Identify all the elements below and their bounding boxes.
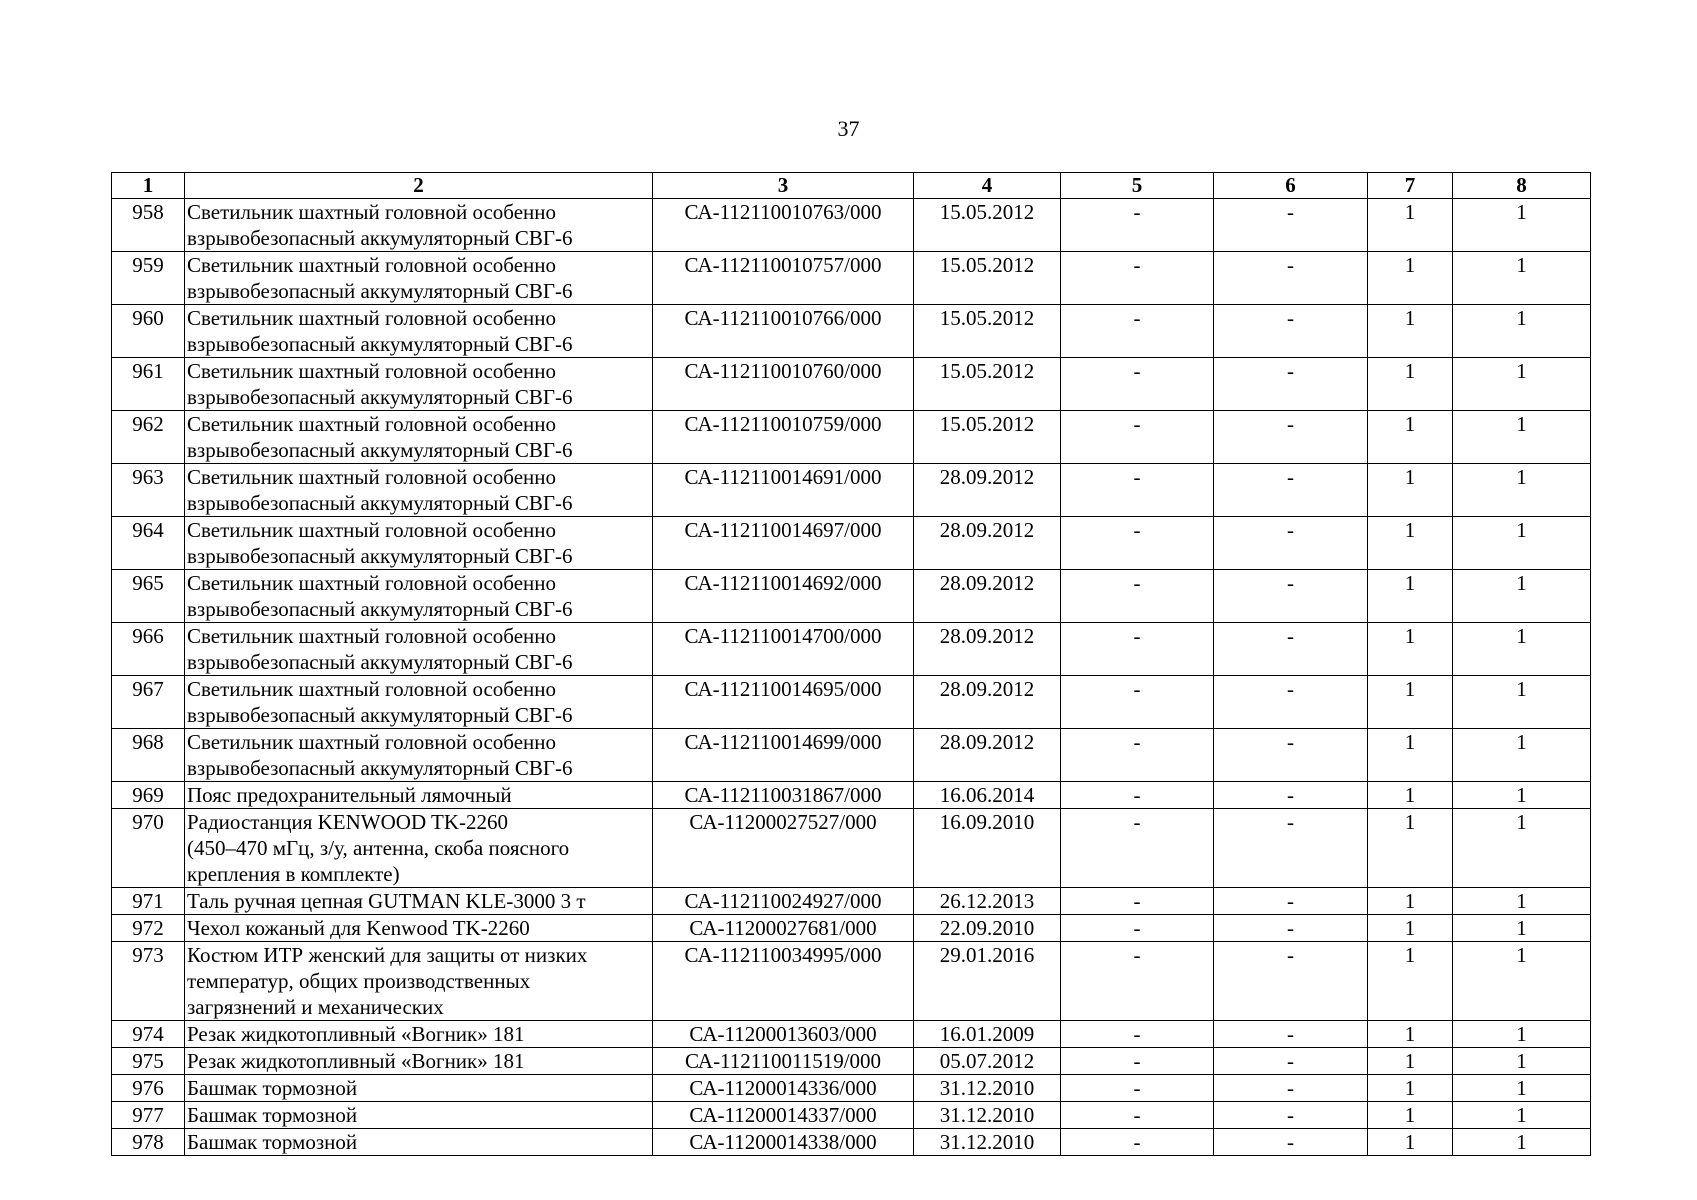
column-8-value: 1 <box>1453 942 1591 1021</box>
column-6-value: - <box>1214 464 1368 517</box>
row-number: 976 <box>112 1075 185 1102</box>
inventory-code: СА-11200014337/000 <box>653 1102 914 1129</box>
table-row <box>112 809 1591 888</box>
column-header-3: 3 <box>653 173 914 199</box>
table-row <box>112 676 1591 729</box>
column-8-value: 1 <box>1453 570 1591 623</box>
row-number: 960 <box>112 305 185 358</box>
column-6-value: - <box>1214 1075 1368 1102</box>
item-name: Пояс предохранительный лямочный <box>185 782 653 809</box>
column-6-value: - <box>1214 252 1368 305</box>
row-number: 966 <box>112 623 185 676</box>
column-7-value: 1 <box>1368 358 1453 411</box>
column-5-value: - <box>1061 623 1214 676</box>
table-row <box>112 570 1591 623</box>
inventory-code: СА-112110010760/000 <box>653 358 914 411</box>
date-cell: 28.09.2012 <box>914 623 1061 676</box>
table-row <box>112 358 1591 411</box>
date-cell: 15.05.2012 <box>914 252 1061 305</box>
column-7-value: 1 <box>1368 464 1453 517</box>
item-name: Костюм ИТР женский для защиты от низких температур, общих производственных загрязнений и механических <box>185 942 653 1021</box>
item-name: Светильник шахтный головной особенно взрывобезопасный аккумуляторный СВГ-6 <box>185 623 653 676</box>
date-cell: 15.05.2012 <box>914 305 1061 358</box>
row-number: 969 <box>112 782 185 809</box>
column-6-value: - <box>1214 1129 1368 1156</box>
column-6-value: - <box>1214 782 1368 809</box>
column-8-value: 1 <box>1453 305 1591 358</box>
column-5-value: - <box>1061 199 1214 252</box>
column-7-value: 1 <box>1368 570 1453 623</box>
table-body <box>112 199 1591 1156</box>
item-name: Светильник шахтный головной особенно взрывобезопасный аккумуляторный СВГ-6 <box>185 676 653 729</box>
column-7-value: 1 <box>1368 623 1453 676</box>
date-cell: 31.12.2010 <box>914 1129 1061 1156</box>
table-row <box>112 305 1591 358</box>
inventory-code: СА-11200027527/000 <box>653 809 914 888</box>
column-header-7: 7 <box>1368 173 1453 199</box>
column-6-value: - <box>1214 942 1368 1021</box>
date-cell: 26.12.2013 <box>914 888 1061 915</box>
column-6-value: - <box>1214 888 1368 915</box>
row-number: 967 <box>112 676 185 729</box>
date-cell: 28.09.2012 <box>914 729 1061 782</box>
item-name: Светильник шахтный головной особенно взрывобезопасный аккумуляторный СВГ-6 <box>185 305 653 358</box>
row-number: 975 <box>112 1048 185 1075</box>
column-5-value: - <box>1061 1075 1214 1102</box>
row-number: 964 <box>112 517 185 570</box>
column-5-value: - <box>1061 411 1214 464</box>
date-cell: 05.07.2012 <box>914 1048 1061 1075</box>
table-row <box>112 1075 1591 1102</box>
column-header-6: 6 <box>1214 173 1368 199</box>
column-8-value: 1 <box>1453 888 1591 915</box>
date-cell: 15.05.2012 <box>914 411 1061 464</box>
column-8-value: 1 <box>1453 1021 1591 1048</box>
item-name: Светильник шахтный головной особенно взрывобезопасный аккумуляторный СВГ-6 <box>185 358 653 411</box>
column-6-value: - <box>1214 623 1368 676</box>
column-6-value: - <box>1214 729 1368 782</box>
item-name: Светильник шахтный головной особенно взрывобезопасный аккумуляторный СВГ-6 <box>185 729 653 782</box>
page-number: 37 <box>837 116 860 141</box>
column-5-value: - <box>1061 888 1214 915</box>
column-8-value: 1 <box>1453 411 1591 464</box>
column-5-value: - <box>1061 915 1214 942</box>
inventory-code: СА-112110010759/000 <box>653 411 914 464</box>
column-8-value: 1 <box>1453 1048 1591 1075</box>
item-name: Башмак тормозной <box>185 1102 653 1129</box>
inventory-code: СА-112110014692/000 <box>653 570 914 623</box>
column-7-value: 1 <box>1368 517 1453 570</box>
column-5-value: - <box>1061 252 1214 305</box>
column-7-value: 1 <box>1368 1048 1453 1075</box>
column-6-value: - <box>1214 411 1368 464</box>
column-6-value: - <box>1214 809 1368 888</box>
table-row <box>112 1048 1591 1075</box>
row-number: 962 <box>112 411 185 464</box>
item-name: Резак жидкотопливный «Вогник» 181 <box>185 1021 653 1048</box>
date-cell: 28.09.2012 <box>914 570 1061 623</box>
column-8-value: 1 <box>1453 358 1591 411</box>
column-8-value: 1 <box>1453 464 1591 517</box>
column-header-8: 8 <box>1453 173 1591 199</box>
row-number: 958 <box>112 199 185 252</box>
column-7-value: 1 <box>1368 809 1453 888</box>
table-row <box>112 888 1591 915</box>
inventory-code: СА-112110010766/000 <box>653 305 914 358</box>
column-8-value: 1 <box>1453 1102 1591 1129</box>
column-8-value: 1 <box>1453 517 1591 570</box>
table-row <box>112 1129 1591 1156</box>
column-8-value: 1 <box>1453 1075 1591 1102</box>
column-7-value: 1 <box>1368 888 1453 915</box>
column-7-value: 1 <box>1368 676 1453 729</box>
column-7-value: 1 <box>1368 305 1453 358</box>
column-7-value: 1 <box>1368 199 1453 252</box>
row-number: 963 <box>112 464 185 517</box>
column-5-value: - <box>1061 570 1214 623</box>
inventory-table <box>111 172 1591 1156</box>
inventory-code: СА-112110014700/000 <box>653 623 914 676</box>
date-cell: 28.09.2012 <box>914 517 1061 570</box>
column-8-value: 1 <box>1453 623 1591 676</box>
column-5-value: - <box>1061 358 1214 411</box>
date-cell: 28.09.2012 <box>914 676 1061 729</box>
date-cell: 16.09.2010 <box>914 809 1061 888</box>
column-header-2: 2 <box>185 173 653 199</box>
date-cell: 29.01.2016 <box>914 942 1061 1021</box>
column-header-1: 1 <box>112 173 185 199</box>
row-number: 978 <box>112 1129 185 1156</box>
column-7-value: 1 <box>1368 1129 1453 1156</box>
column-5-value: - <box>1061 676 1214 729</box>
inventory-code: СА-11200013603/000 <box>653 1021 914 1048</box>
column-5-value: - <box>1061 809 1214 888</box>
table-row <box>112 623 1591 676</box>
item-name: Таль ручная цепная GUTMAN KLE-3000 3 т <box>185 888 653 915</box>
inventory-code: СА-112110011519/000 <box>653 1048 914 1075</box>
column-6-value: - <box>1214 1102 1368 1129</box>
row-number: 965 <box>112 570 185 623</box>
table-row <box>112 464 1591 517</box>
column-7-value: 1 <box>1368 1075 1453 1102</box>
table-row <box>112 1021 1591 1048</box>
inventory-code: СА-11200014336/000 <box>653 1075 914 1102</box>
item-name: Светильник шахтный головной особенно взрывобезопасный аккумуляторный СВГ-6 <box>185 252 653 305</box>
column-7-value: 1 <box>1368 942 1453 1021</box>
column-header-4: 4 <box>914 173 1061 199</box>
column-8-value: 1 <box>1453 676 1591 729</box>
column-7-value: 1 <box>1368 1102 1453 1129</box>
table-header <box>112 173 1591 199</box>
column-7-value: 1 <box>1368 782 1453 809</box>
inventory-code: СА-112110014699/000 <box>653 729 914 782</box>
inventory-code: СА-112110031867/000 <box>653 782 914 809</box>
column-7-value: 1 <box>1368 915 1453 942</box>
column-7-value: 1 <box>1368 252 1453 305</box>
column-5-value: - <box>1061 1048 1214 1075</box>
item-name: Радиостанция KENWOOD TK-2260 (450–470 мГц, з/у, антенна, скоба поясного крепления в комплекте) <box>185 809 653 888</box>
row-number: 971 <box>112 888 185 915</box>
table-row <box>112 517 1591 570</box>
inventory-code: СА-11200027681/000 <box>653 915 914 942</box>
column-7-value: 1 <box>1368 411 1453 464</box>
column-5-value: - <box>1061 517 1214 570</box>
inventory-code: СА-112110010757/000 <box>653 252 914 305</box>
item-name: Резак жидкотопливный «Вогник» 181 <box>185 1048 653 1075</box>
inventory-code: СА-112110014695/000 <box>653 676 914 729</box>
item-name: Светильник шахтный головной особенно взрывобезопасный аккумуляторный СВГ-6 <box>185 464 653 517</box>
column-5-value: - <box>1061 729 1214 782</box>
inventory-code: СА-11200014338/000 <box>653 1129 914 1156</box>
column-6-value: - <box>1214 199 1368 252</box>
column-6-value: - <box>1214 305 1368 358</box>
table-row <box>112 729 1591 782</box>
column-6-value: - <box>1214 358 1368 411</box>
row-number: 968 <box>112 729 185 782</box>
table-row <box>112 252 1591 305</box>
row-number: 977 <box>112 1102 185 1129</box>
inventory-code: СА-112110010763/000 <box>653 199 914 252</box>
column-5-value: - <box>1061 464 1214 517</box>
column-7-value: 1 <box>1368 729 1453 782</box>
row-number: 973 <box>112 942 185 1021</box>
date-cell: 16.01.2009 <box>914 1021 1061 1048</box>
column-6-value: - <box>1214 1048 1368 1075</box>
row-number: 961 <box>112 358 185 411</box>
date-cell: 15.05.2012 <box>914 199 1061 252</box>
item-name: Светильник шахтный головной особенно взрывобезопасный аккумуляторный СВГ-6 <box>185 411 653 464</box>
inventory-code: СА-112110014697/000 <box>653 517 914 570</box>
table-row <box>112 942 1591 1021</box>
table-row <box>112 915 1591 942</box>
inventory-code: СА-112110024927/000 <box>653 888 914 915</box>
date-cell: 28.09.2012 <box>914 464 1061 517</box>
column-5-value: - <box>1061 305 1214 358</box>
column-5-value: - <box>1061 1129 1214 1156</box>
column-8-value: 1 <box>1453 809 1591 888</box>
column-8-value: 1 <box>1453 252 1591 305</box>
item-name: Башмак тормозной <box>185 1129 653 1156</box>
item-name: Чехол кожаный для Kenwood TK-2260 <box>185 915 653 942</box>
date-cell: 15.05.2012 <box>914 358 1061 411</box>
inventory-code: СА-112110014691/000 <box>653 464 914 517</box>
row-number: 972 <box>112 915 185 942</box>
date-cell: 31.12.2010 <box>914 1102 1061 1129</box>
column-8-value: 1 <box>1453 199 1591 252</box>
table-row <box>112 199 1591 252</box>
row-number: 974 <box>112 1021 185 1048</box>
column-7-value: 1 <box>1368 1021 1453 1048</box>
column-8-value: 1 <box>1453 1129 1591 1156</box>
column-6-value: - <box>1214 676 1368 729</box>
column-8-value: 1 <box>1453 782 1591 809</box>
column-6-value: - <box>1214 915 1368 942</box>
inventory-code: СА-112110034995/000 <box>653 942 914 1021</box>
table-row <box>112 782 1591 809</box>
item-name: Башмак тормозной <box>185 1075 653 1102</box>
item-name: Светильник шахтный головной особенно взрывобезопасный аккумуляторный СВГ-6 <box>185 517 653 570</box>
item-name: Светильник шахтный головной особенно взрывобезопасный аккумуляторный СВГ-6 <box>185 199 653 252</box>
table-row <box>112 1102 1591 1129</box>
column-5-value: - <box>1061 1021 1214 1048</box>
column-6-value: - <box>1214 1021 1368 1048</box>
row-number: 970 <box>112 809 185 888</box>
item-name: Светильник шахтный головной особенно взрывобезопасный аккумуляторный СВГ-6 <box>185 570 653 623</box>
column-header-5: 5 <box>1061 173 1214 199</box>
date-cell: 22.09.2010 <box>914 915 1061 942</box>
column-8-value: 1 <box>1453 729 1591 782</box>
header-row <box>112 173 1591 199</box>
column-5-value: - <box>1061 942 1214 1021</box>
column-5-value: - <box>1061 1102 1214 1129</box>
table-row <box>112 411 1591 464</box>
date-cell: 16.06.2014 <box>914 782 1061 809</box>
row-number: 959 <box>112 252 185 305</box>
column-6-value: - <box>1214 570 1368 623</box>
column-8-value: 1 <box>1453 915 1591 942</box>
column-5-value: - <box>1061 782 1214 809</box>
date-cell: 31.12.2010 <box>914 1075 1061 1102</box>
column-6-value: - <box>1214 517 1368 570</box>
